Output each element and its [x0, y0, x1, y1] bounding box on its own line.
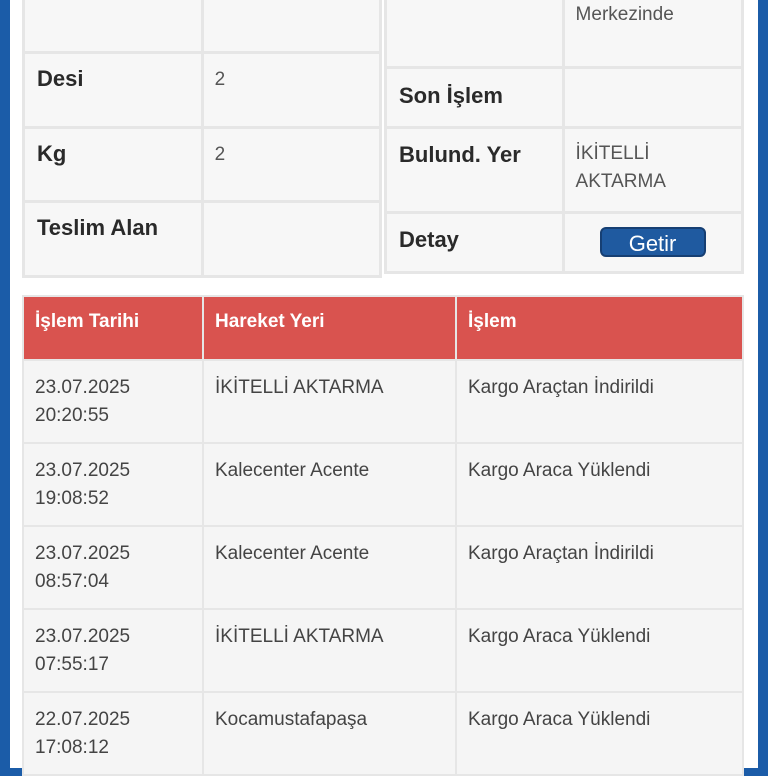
summary-value-line: AKTARMA — [575, 171, 666, 192]
movement-date: 23.07.2025 — [35, 626, 131, 647]
shipment-detail-panel — [10, 0, 758, 768]
movement-time: 19:08:52 — [35, 488, 109, 509]
summary-label: Kg — [37, 141, 67, 166]
movement-row — [23, 609, 743, 692]
column-header-islem-tarihi[interactable]: İşlem Tarihi — [23, 296, 203, 360]
summary-label: Detay — [399, 227, 459, 252]
summary-row-teslim-alan — [24, 202, 381, 277]
summary-label: Son İşlem — [399, 83, 503, 108]
movement-row — [23, 360, 743, 443]
summary-row-kg — [24, 128, 381, 202]
movement-row — [23, 526, 743, 609]
movement-date-cell — [23, 692, 203, 775]
summary-row-durumu — [386, 0, 743, 68]
movement-place: İKİTELLİ AKTARMA — [203, 360, 456, 443]
summary-label — [387, 0, 562, 1]
movement-date-cell — [23, 360, 203, 443]
movement-date-cell — [23, 526, 203, 609]
movement-date: 23.07.2025 — [35, 460, 131, 481]
summary-value — [565, 69, 741, 83]
summary-value: 2 — [214, 144, 226, 165]
movement-action: Kargo Araçtan İndirildi — [456, 526, 743, 609]
movement-place: Kalecenter Acente — [203, 526, 456, 609]
column-header-islem[interactable]: İşlem — [456, 296, 743, 360]
summary-value-line: İKİTELLİ — [575, 143, 650, 164]
summary-row-detay — [386, 213, 743, 273]
summary-label: Teslim Alan — [37, 215, 159, 240]
summary-row-desi — [24, 53, 381, 128]
movement-time: 17:08:12 — [35, 737, 109, 758]
summary-row-birim — [24, 0, 381, 53]
movement-place: Kocamustafapaşa — [203, 692, 456, 775]
movement-time: 20:20:55 — [35, 405, 109, 426]
movement-date: 23.07.2025 — [35, 377, 131, 398]
movements-header-row — [23, 296, 743, 360]
left-summary-table — [22, 0, 382, 278]
right-summary-table — [384, 0, 744, 274]
summary-label: Desi — [37, 66, 84, 91]
summary-row-bulund-yer — [386, 128, 743, 213]
movement-row — [23, 692, 743, 775]
movement-date: 23.07.2025 — [35, 543, 131, 564]
movement-date: 22.07.2025 — [35, 709, 131, 730]
movement-action: Kargo Araca Yüklendi — [456, 609, 743, 692]
movement-date-cell — [23, 443, 203, 526]
summary-value-line: Merkezinde — [575, 4, 674, 25]
movement-time: 08:57:04 — [35, 571, 109, 592]
summary-row-son-islem — [386, 68, 743, 128]
summary-label — [25, 0, 201, 1]
movement-action: Kargo Araca Yüklendi — [456, 443, 743, 526]
summary-value — [204, 0, 379, 3]
movement-date-cell — [23, 609, 203, 692]
movement-place: İKİTELLİ AKTARMA — [203, 609, 456, 692]
column-header-hareket-yeri[interactable]: Hareket Yeri — [203, 296, 456, 360]
summary-value: 2 — [214, 69, 226, 90]
summary-label: Bulund. Yer — [399, 142, 521, 167]
getir-button[interactable]: Getir — [600, 227, 706, 257]
movement-action: Kargo Araçtan İndirildi — [456, 360, 743, 443]
movement-place: Kalecenter Acente — [203, 443, 456, 526]
movement-action: Kargo Araca Yüklendi — [456, 692, 743, 775]
movement-time: 07:55:17 — [35, 654, 109, 675]
summary-value — [204, 203, 379, 215]
movements-table — [22, 295, 744, 776]
movement-row — [23, 443, 743, 526]
